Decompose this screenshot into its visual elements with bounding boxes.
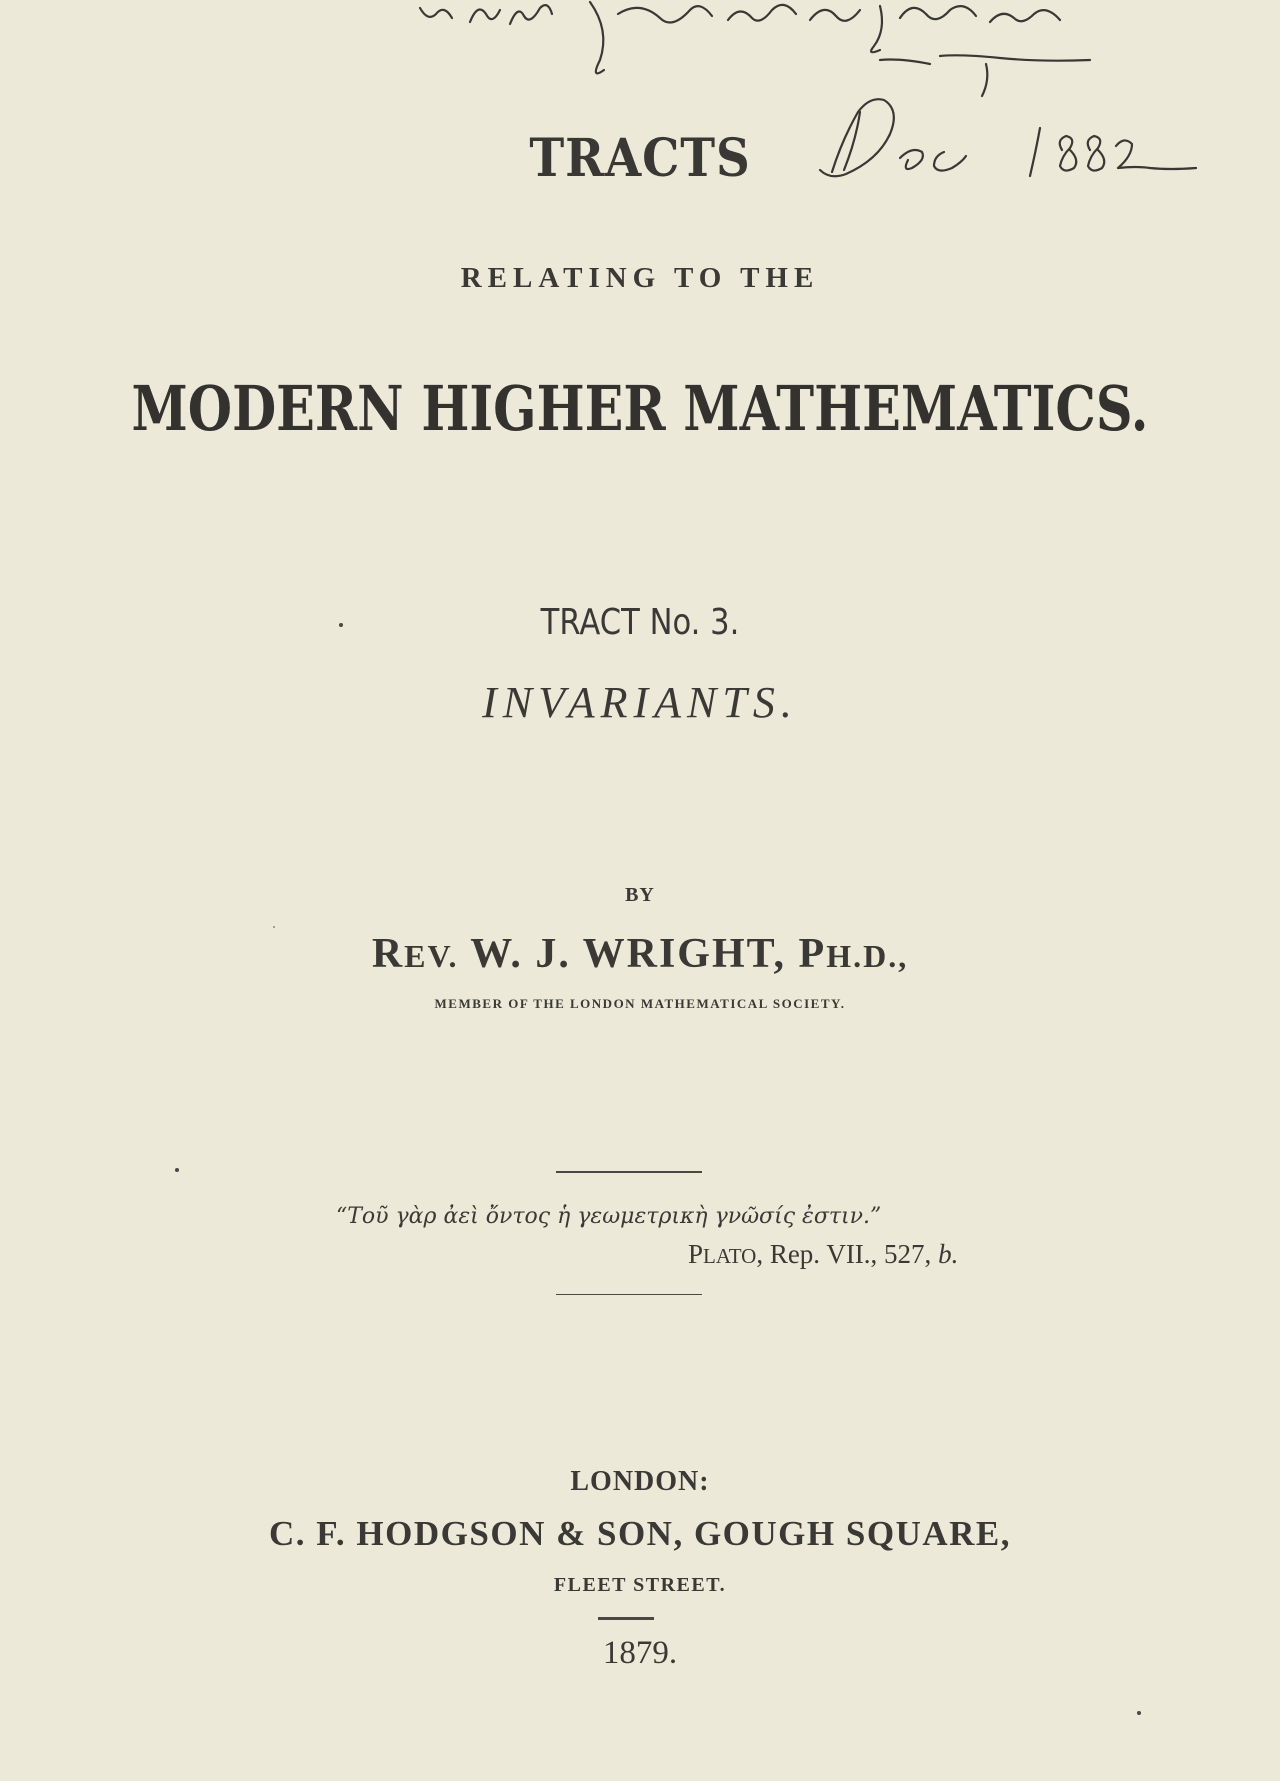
author-degree-smallcaps: H.D., bbox=[826, 938, 909, 974]
speck bbox=[339, 623, 343, 627]
rule-above-epigraph bbox=[556, 1171, 702, 1173]
cite-smallcaps: LATO bbox=[703, 1244, 757, 1268]
author-main-name: W. J. WRIGHT, P bbox=[458, 931, 827, 977]
title-tracts: TRACTS bbox=[529, 128, 751, 189]
by-label: BY bbox=[625, 884, 655, 906]
rule-below-epigraph bbox=[556, 1294, 702, 1295]
author-prefix-smallcaps: EV. bbox=[404, 938, 459, 974]
speck bbox=[1137, 1711, 1141, 1715]
subtitle-relating: RELATING TO THE bbox=[460, 262, 820, 294]
cite-section: b. bbox=[938, 1239, 959, 1269]
author-prefix: R bbox=[371, 931, 405, 977]
tract-subject: INVARIANTS. bbox=[482, 678, 798, 727]
imprint-city: LONDON: bbox=[570, 1466, 710, 1497]
imprint-publisher: C. F. HODGSON & SON, GOUGH SQUARE, bbox=[268, 1514, 1011, 1553]
speck bbox=[175, 1168, 179, 1172]
epigraph-greek: “Τοῦ γὰρ ἀεὶ ὄντος ἡ γεωμετρικὴ γνῶσίς ἐστιν.” bbox=[336, 1204, 882, 1229]
author-affiliation: MEMBER OF THE LONDON MATHEMATICAL SOCIETY. bbox=[434, 996, 846, 1011]
speck bbox=[273, 926, 275, 928]
author-name bbox=[0, 930, 1280, 978]
tract-number: TRACT No. 3. bbox=[540, 602, 740, 643]
main-title: MODERN HIGHER MATHEMATICS. bbox=[131, 372, 1149, 445]
imprint-street: FLEET STREET. bbox=[553, 1574, 727, 1596]
imprint-year: 1879. bbox=[602, 1635, 678, 1671]
epigraph-citation bbox=[688, 1239, 958, 1270]
rule-above-year bbox=[598, 1617, 654, 1620]
cite-reference: , Rep. VII., 527, bbox=[756, 1239, 939, 1269]
cite-initial: P bbox=[688, 1239, 704, 1269]
